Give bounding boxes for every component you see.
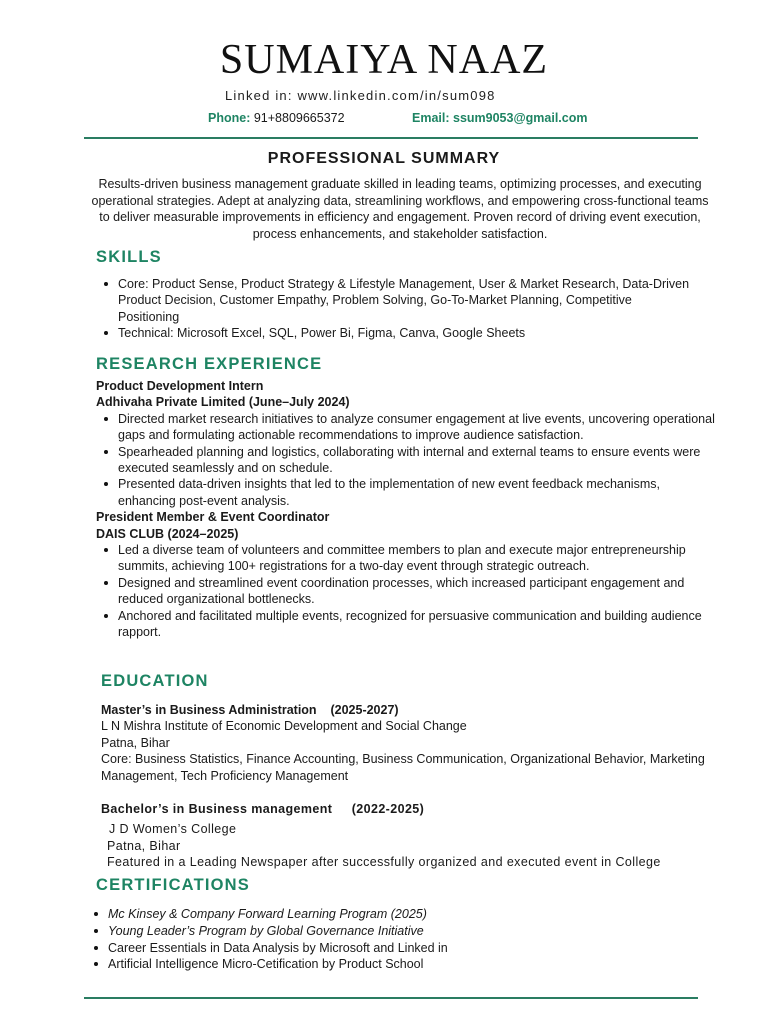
role-bullets bbox=[96, 542, 716, 640]
linkedin-line: Linked in: www.linkedin.com/in/sum098 bbox=[225, 88, 496, 103]
certification-item: Mc Kinsey & Company Forward Learning Program (2025) bbox=[86, 906, 706, 923]
role-bullets bbox=[96, 411, 716, 509]
role-bullet: Spearheaded planning and logistics, collaborating with internal and external teams to ensure events were executed seamlessly and on schedule. bbox=[96, 444, 716, 477]
masters-school: L N Mishra Institute of Economic Development and Social Change bbox=[101, 719, 467, 734]
bachelors-years: (2022-2025) bbox=[351, 802, 425, 816]
phone-block bbox=[208, 111, 345, 125]
certifications-block bbox=[86, 906, 706, 973]
masters-degree-line bbox=[101, 702, 721, 718]
research-heading: RESEARCH EXPERIENCE bbox=[96, 355, 323, 373]
role-bullet: Directed market research initiatives to analyze consumer engagement at live events, uncovering operational gaps and formulating actionable recommendations to improve audience satisfaction. bbox=[96, 411, 716, 444]
phone-label: Phone: bbox=[208, 111, 251, 125]
role-bullet: Led a diverse team of volunteers and committee members to plan and execute major entrepreneurship summits, achieving 100+ registrations for a two-day event through strategic outreach. bbox=[96, 542, 716, 575]
bachelors-school: J D Women’s College bbox=[109, 822, 237, 837]
role-bullet: Presented data-driven insights that led to the implementation of new event feedback mechanisms, enhancing post-event analysis. bbox=[96, 476, 716, 509]
role-bullet: Anchored and facilitated multiple events, recognized for persuasive communication and building audience rapport. bbox=[96, 608, 716, 641]
role-org: Adhivaha Private Limited (June–July 2024) bbox=[96, 395, 350, 410]
role-bullet: Designed and streamlined event coordination processes, which increased participant engagement and reduced organizational bottlenecks. bbox=[96, 575, 716, 608]
masters-location: Patna, Bihar bbox=[101, 735, 170, 750]
footer-divider bbox=[84, 997, 698, 999]
masters-core: Core: Business Statistics, Finance Accounting, Business Communication, Organizational Behavior, Marketing Management, Tech Proficiency Management bbox=[101, 752, 705, 783]
skill-item-core: Core: Product Sense, Product Strategy & Lifestyle Management, User & Market Research, Data-Driven Product Decision, Customer Empathy, Problem Solving, Go-To-Market Planning, Competitive Positioning bbox=[96, 276, 696, 325]
role-title: Product Development Intern bbox=[96, 379, 264, 393]
certification-item: Artificial Intelligence Micro-Cetification by Product School bbox=[86, 956, 706, 973]
email-label: Email: bbox=[412, 111, 450, 125]
bachelors-note: Featured in a Leading Newspaper after successfully organized and executed event in College bbox=[107, 855, 661, 870]
bachelors-degree-line bbox=[101, 801, 731, 817]
research-block bbox=[96, 378, 716, 641]
candidate-name: SUMAIYA NAAZ bbox=[219, 37, 549, 83]
role-org: DAIS CLUB (2024–2025) bbox=[96, 526, 239, 541]
bachelors-location: Patna, Bihar bbox=[107, 838, 181, 853]
certifications-list bbox=[86, 906, 706, 973]
summary-heading: PROFESSIONAL SUMMARY bbox=[267, 150, 501, 167]
certifications-heading: CERTIFICATIONS bbox=[96, 876, 250, 894]
header-divider bbox=[84, 137, 698, 139]
education-heading: EDUCATION bbox=[101, 672, 209, 690]
email-value: ssum9053@gmail.com bbox=[453, 111, 588, 125]
skills-list-block bbox=[96, 276, 696, 342]
masters-years: (2025-2027) bbox=[330, 703, 399, 717]
role-title: President Member & Event Coordinator bbox=[96, 510, 330, 525]
bachelors-degree: Bachelor’s in Business management bbox=[101, 802, 333, 816]
certification-item: Career Essentials in Data Analysis by Microsoft and Linked in bbox=[86, 940, 706, 957]
masters-degree: Master’s in Business Administration bbox=[101, 703, 317, 717]
skill-item-technical: Technical: Microsoft Excel, SQL, Power Bi, Figma, Canva, Google Sheets bbox=[96, 325, 696, 341]
skills-heading: SKILLS bbox=[96, 248, 162, 266]
skills-list bbox=[96, 276, 696, 342]
bachelors-block bbox=[101, 801, 731, 871]
certification-item: Young Leader’s Program by Global Governance Initiative bbox=[86, 923, 706, 940]
summary-text: Results-driven business management graduate skilled in leading teams, optimizing processes, and executing operational strategies. Adept at analyzing data, streamlining workflows, and empowering cross-functional teams to deliver measurable improvements in efficiency and engagement. Proven record of driving event execution, process enhancements, and stakeholder satisfaction. bbox=[91, 177, 709, 241]
email-block bbox=[412, 111, 587, 125]
masters-block bbox=[101, 702, 721, 784]
phone-value: 91+8809665372 bbox=[250, 111, 345, 125]
